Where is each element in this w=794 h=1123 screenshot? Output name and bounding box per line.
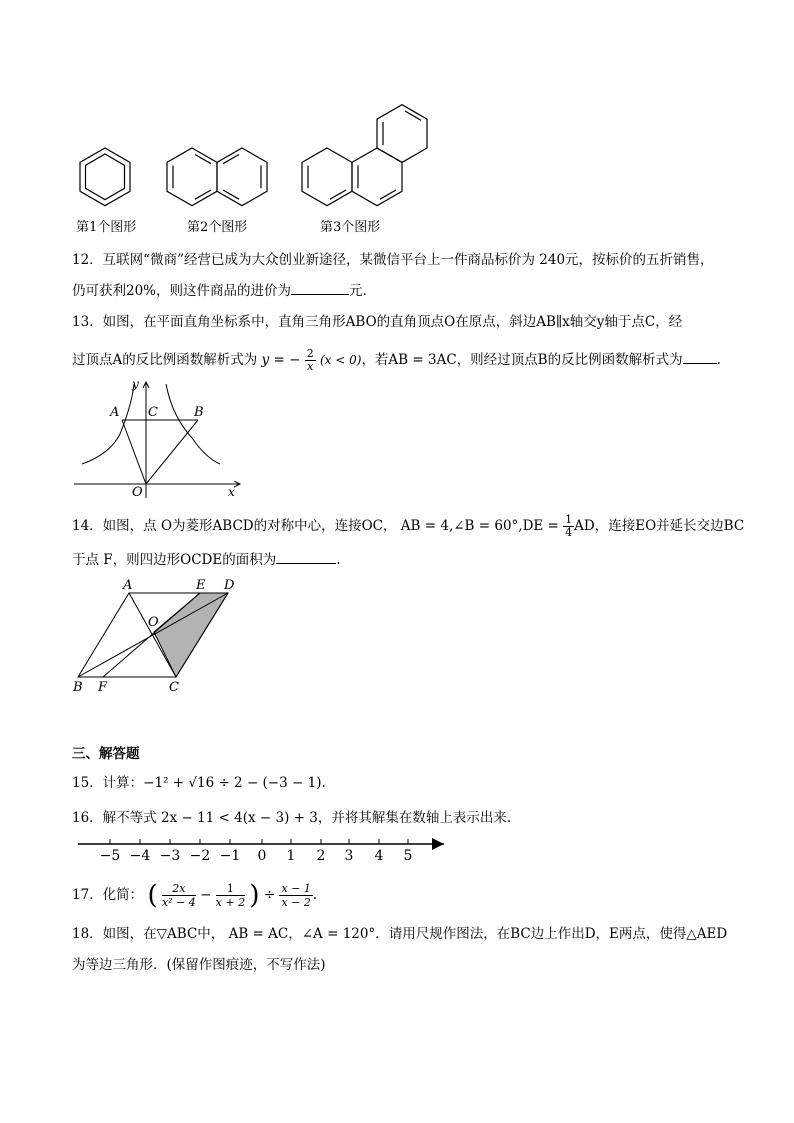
figure-3-hexagons bbox=[302, 105, 427, 206]
q17-fraction-3 bbox=[279, 882, 312, 909]
q17-f3-numerator: x − 1 bbox=[281, 882, 311, 895]
label-x: x bbox=[228, 485, 235, 499]
q13-line2 bbox=[72, 348, 721, 373]
label-B: B bbox=[73, 680, 83, 695]
q13-formula-lhs: y = − bbox=[261, 352, 301, 368]
q14-line2-text: 于点 F，则四边形OCDE的面积为 bbox=[72, 552, 277, 568]
tick-label-neg4: −4 bbox=[129, 848, 151, 864]
q17-f1-denominator: x² − 4 bbox=[161, 896, 196, 909]
q17-period: . bbox=[312, 887, 318, 903]
q17-minus: − bbox=[200, 887, 212, 903]
q13-formula-condition: (x < 0) bbox=[319, 353, 362, 367]
q12-line1: 12．互联网“微商”经营已成为大众创业新途径，某微信平台上一件商品标价为 240元，按标价的五折销售， bbox=[72, 252, 714, 268]
q13-line2-text: 过顶点A的反比例函数解析式为 bbox=[72, 352, 258, 368]
ring-figures bbox=[70, 98, 450, 213]
number-line bbox=[76, 834, 456, 864]
caption-figure-1: 第1个图形 bbox=[76, 220, 137, 235]
q17-f1-numerator: 2x bbox=[162, 882, 196, 896]
label-D: D bbox=[224, 578, 235, 593]
label-O: O bbox=[132, 485, 143, 500]
q13-line1: 13．如图，在平面直角坐标系中，直角三角形ABO的直角顶点O在原点，斜边AB∥x轴交y轴于点C，经 bbox=[72, 314, 683, 330]
q13-formula-denominator: x bbox=[307, 360, 314, 373]
q14-line1 bbox=[72, 514, 744, 539]
q17-fraction-1 bbox=[162, 882, 196, 909]
tick-label-1: 1 bbox=[286, 848, 296, 864]
label-C: C bbox=[148, 405, 158, 420]
caption-figure-3: 第3个图形 bbox=[320, 220, 381, 235]
label-B: B bbox=[194, 405, 204, 420]
q14-fraction-numerator: 1 bbox=[565, 513, 573, 526]
q17-f2-numerator: 1 bbox=[216, 882, 245, 896]
label-C: C bbox=[169, 680, 179, 695]
q17-prefix: 17．化简： bbox=[72, 887, 144, 903]
tick-label-5: 5 bbox=[403, 848, 413, 864]
q12-line2-end: 元. bbox=[349, 283, 367, 299]
q18-line2: 为等边三角形．(保留作图痕迹，不写作法) bbox=[72, 957, 326, 973]
q13-formula-numerator: 2 bbox=[306, 347, 314, 360]
section-3-title: 三、解答题 bbox=[72, 746, 140, 762]
figure-13 bbox=[70, 376, 250, 502]
q18-line1: 18．如图，在▽ABC中， AB = AC，∠A = 120°．请用尺规作图法，在BC边上作出D，E两点，使得△AED bbox=[72, 926, 728, 942]
tick-label-neg5: −5 bbox=[99, 848, 121, 864]
q13-line2-end: . bbox=[716, 352, 721, 368]
q17-open-paren: ( bbox=[147, 880, 158, 911]
q14-fraction-denominator: 4 bbox=[565, 526, 573, 539]
q17-f3-denominator: x − 2 bbox=[281, 896, 311, 909]
tick-label-3: 3 bbox=[344, 848, 354, 864]
label-F: F bbox=[98, 680, 108, 695]
shaded-ocde bbox=[154, 593, 228, 677]
q16-text: 16．解不等式 2x − 11 < 4(x − 3) + 3，并将其解集在数轴上表示出来. bbox=[72, 810, 512, 826]
q14-answer-blank bbox=[276, 563, 336, 564]
q17-close-paren: ) bbox=[249, 880, 260, 911]
q14-line2 bbox=[72, 550, 341, 570]
q17-fraction-2 bbox=[216, 882, 245, 909]
q14-fraction bbox=[563, 514, 574, 539]
figure-14 bbox=[70, 576, 250, 698]
q15-text: 15．计算：−1² + √16 ÷ 2 − (−3 − 1). bbox=[72, 775, 326, 791]
tick-label-0: 0 bbox=[257, 848, 267, 864]
q12-line2 bbox=[72, 281, 367, 301]
figure-1-hexagon bbox=[80, 148, 130, 206]
left-hyperbola bbox=[82, 384, 134, 464]
q12-line2-text: 仍可获利20%，则这件商品的进价为 bbox=[72, 283, 292, 299]
q12-answer-blank bbox=[291, 294, 349, 295]
q13-answer-blank bbox=[683, 363, 717, 364]
tick-label-4: 4 bbox=[374, 848, 384, 864]
tick-label-neg2: −2 bbox=[189, 848, 211, 864]
q17-line bbox=[72, 882, 317, 909]
right-hyperbola bbox=[166, 384, 220, 464]
label-O: O bbox=[148, 615, 159, 630]
q14-line2-end: . bbox=[336, 552, 341, 568]
q14-line1-end: AD，连接EO并延长交边BC bbox=[574, 518, 745, 534]
figure-2-hexagons bbox=[167, 148, 267, 206]
q13-line2-mid: ，若AB = 3AC，则经过顶点B的反比例函数解析式为 bbox=[361, 352, 683, 368]
caption-figure-2: 第2个图形 bbox=[187, 220, 248, 235]
tick-label-neg3: −3 bbox=[159, 848, 181, 864]
q17-divide: ÷ bbox=[263, 887, 276, 903]
tick-label-2: 2 bbox=[316, 848, 326, 864]
label-A: A bbox=[110, 405, 120, 420]
label-y: y bbox=[132, 377, 139, 391]
q17-f2-denominator: x + 2 bbox=[215, 896, 246, 909]
q14-line1-text: 14．如图，点 O为菱形ABCD的对称中心，连接OC， AB = 4,∠B = 60°,DE = bbox=[72, 518, 559, 534]
label-E: E bbox=[196, 578, 206, 593]
label-A: A bbox=[123, 578, 133, 593]
q13-formula-fraction bbox=[305, 348, 316, 373]
tick-label-neg1: −1 bbox=[219, 848, 241, 864]
